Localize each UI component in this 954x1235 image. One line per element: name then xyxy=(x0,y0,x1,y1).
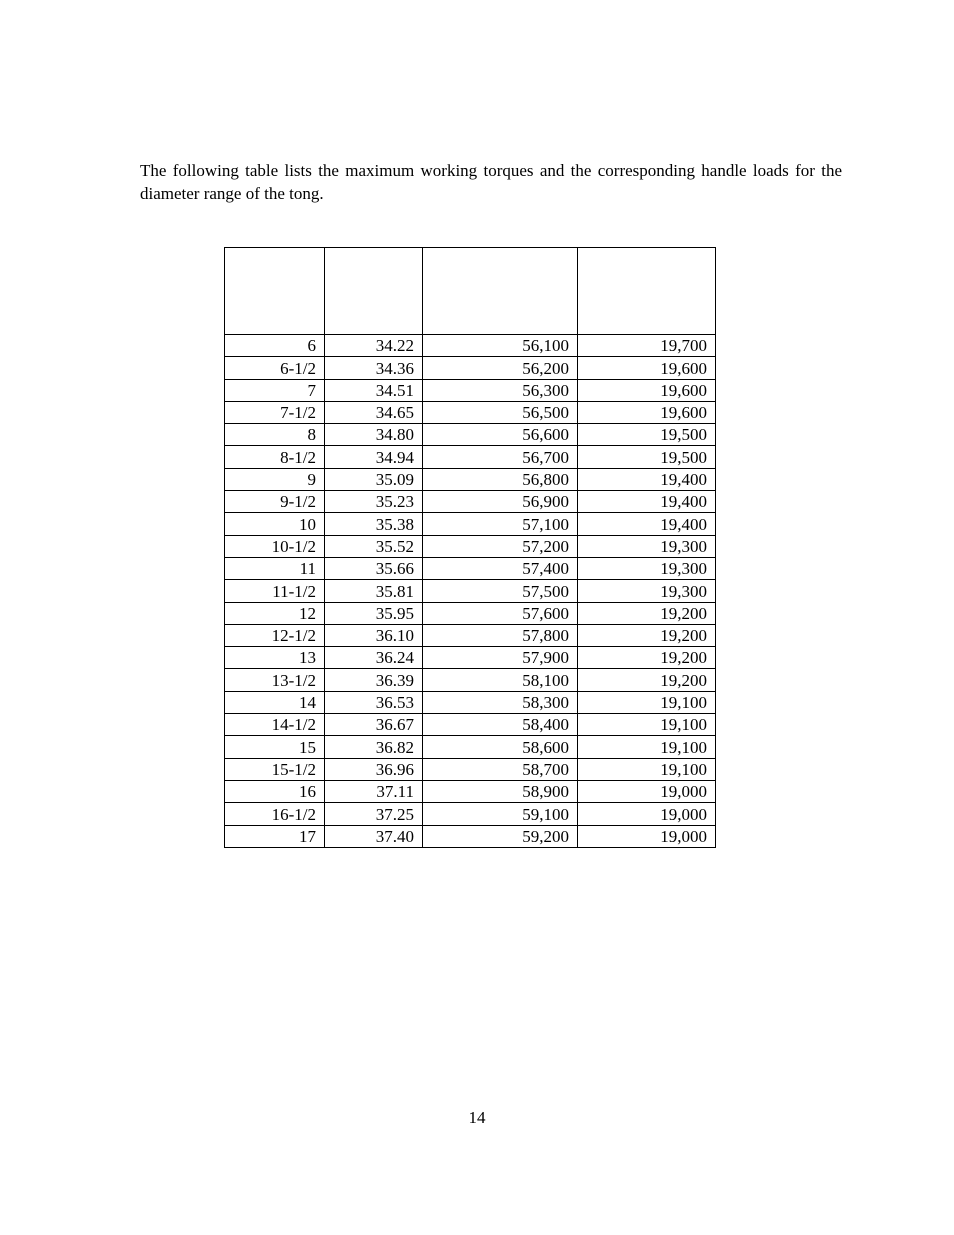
table-row xyxy=(225,446,716,468)
table-cell: 9 xyxy=(225,468,325,490)
table-row xyxy=(225,557,716,579)
table-cell: 19,100 xyxy=(578,691,716,713)
table-cell: 19,100 xyxy=(578,758,716,780)
table-cell: 56,300 xyxy=(423,379,578,401)
table-cell: 36.96 xyxy=(325,758,423,780)
table-cell: 19,500 xyxy=(578,446,716,468)
table-row xyxy=(225,669,716,691)
table-cell: 12 xyxy=(225,602,325,624)
table-row xyxy=(225,468,716,490)
table-cell: 19,200 xyxy=(578,624,716,646)
table-cell: 14-1/2 xyxy=(225,714,325,736)
table-cell: 9-1/2 xyxy=(225,491,325,513)
table-cell: 6-1/2 xyxy=(225,357,325,379)
table-cell: 34.65 xyxy=(325,401,423,423)
table-body xyxy=(225,335,716,848)
table-cell: 57,800 xyxy=(423,624,578,646)
table-row xyxy=(225,758,716,780)
table-row xyxy=(225,602,716,624)
table-cell: 19,100 xyxy=(578,714,716,736)
table-cell: 16-1/2 xyxy=(225,803,325,825)
table-cell: 36.24 xyxy=(325,647,423,669)
header-cell xyxy=(225,248,325,335)
table-cell: 35.81 xyxy=(325,580,423,602)
table-cell: 58,300 xyxy=(423,691,578,713)
page-number: 14 xyxy=(468,1108,486,1127)
torque-load-table xyxy=(224,247,716,848)
table-cell: 57,200 xyxy=(423,535,578,557)
table-cell: 58,700 xyxy=(423,758,578,780)
table-cell: 57,500 xyxy=(423,580,578,602)
intro-paragraph: The following table lists the maximum working torques and the corresponding handle loads for the diameter range of the tong. xyxy=(140,161,842,203)
table-cell: 11-1/2 xyxy=(225,580,325,602)
table-cell: 13 xyxy=(225,647,325,669)
table-cell: 7 xyxy=(225,379,325,401)
table-cell: 35.95 xyxy=(325,602,423,624)
table-row xyxy=(225,714,716,736)
table-cell: 34.94 xyxy=(325,446,423,468)
table-cell: 58,400 xyxy=(423,714,578,736)
table-cell: 8-1/2 xyxy=(225,446,325,468)
table-row xyxy=(225,379,716,401)
table-header-row xyxy=(225,248,716,335)
header-cell xyxy=(325,248,423,335)
table-row xyxy=(225,580,716,602)
table-cell: 19,300 xyxy=(578,557,716,579)
table-cell: 10-1/2 xyxy=(225,535,325,557)
table-cell: 19,400 xyxy=(578,468,716,490)
table-row xyxy=(225,647,716,669)
table-cell: 19,000 xyxy=(578,825,716,847)
table-row xyxy=(225,803,716,825)
table-cell: 19,000 xyxy=(578,780,716,802)
table-row xyxy=(225,401,716,423)
table-cell: 56,100 xyxy=(423,335,578,357)
table-cell: 34.51 xyxy=(325,379,423,401)
table-cell: 13-1/2 xyxy=(225,669,325,691)
table-row xyxy=(225,624,716,646)
header-cell xyxy=(423,248,578,335)
table-cell: 36.53 xyxy=(325,691,423,713)
table-cell: 19,300 xyxy=(578,580,716,602)
table-cell: 36.39 xyxy=(325,669,423,691)
table-cell: 15 xyxy=(225,736,325,758)
table-row xyxy=(225,335,716,357)
table-cell: 56,900 xyxy=(423,491,578,513)
table-cell: 56,700 xyxy=(423,446,578,468)
table-cell: 37.40 xyxy=(325,825,423,847)
table-cell: 19,600 xyxy=(578,401,716,423)
table-cell: 8 xyxy=(225,424,325,446)
table-cell: 19,100 xyxy=(578,736,716,758)
table-cell: 59,200 xyxy=(423,825,578,847)
table-cell: 10 xyxy=(225,513,325,535)
table-cell: 36.10 xyxy=(325,624,423,646)
table-cell: 58,600 xyxy=(423,736,578,758)
table-cell: 36.82 xyxy=(325,736,423,758)
table-cell: 19,400 xyxy=(578,513,716,535)
table-cell: 37.11 xyxy=(325,780,423,802)
table-cell: 14 xyxy=(225,691,325,713)
table-cell: 12-1/2 xyxy=(225,624,325,646)
table-cell: 35.38 xyxy=(325,513,423,535)
table-cell: 19,500 xyxy=(578,424,716,446)
table-row xyxy=(225,535,716,557)
table-cell: 57,900 xyxy=(423,647,578,669)
table-cell: 37.25 xyxy=(325,803,423,825)
table-cell: 19,200 xyxy=(578,669,716,691)
table-row xyxy=(225,691,716,713)
table-row xyxy=(225,825,716,847)
table-cell: 17 xyxy=(225,825,325,847)
table-cell: 57,400 xyxy=(423,557,578,579)
table-cell: 56,200 xyxy=(423,357,578,379)
table-row xyxy=(225,424,716,446)
table-cell: 6 xyxy=(225,335,325,357)
table-cell: 19,300 xyxy=(578,535,716,557)
table-cell: 59,100 xyxy=(423,803,578,825)
table-row xyxy=(225,357,716,379)
table-cell: 36.67 xyxy=(325,714,423,736)
table-cell: 35.66 xyxy=(325,557,423,579)
table-cell: 19,700 xyxy=(578,335,716,357)
table-cell: 56,500 xyxy=(423,401,578,423)
table-row xyxy=(225,780,716,802)
table-cell: 19,200 xyxy=(578,602,716,624)
table-cell: 7-1/2 xyxy=(225,401,325,423)
table-cell: 35.23 xyxy=(325,491,423,513)
table-cell: 35.52 xyxy=(325,535,423,557)
table-cell: 16 xyxy=(225,780,325,802)
header-cell xyxy=(578,248,716,335)
table-cell: 19,400 xyxy=(578,491,716,513)
table-cell: 19,600 xyxy=(578,357,716,379)
table-cell: 58,100 xyxy=(423,669,578,691)
table-cell: 56,600 xyxy=(423,424,578,446)
table-row xyxy=(225,513,716,535)
table-cell: 35.09 xyxy=(325,468,423,490)
table-cell: 57,600 xyxy=(423,602,578,624)
table-cell: 34.36 xyxy=(325,357,423,379)
table-cell: 34.22 xyxy=(325,335,423,357)
table-cell: 57,100 xyxy=(423,513,578,535)
table-cell: 19,200 xyxy=(578,647,716,669)
table-cell: 56,800 xyxy=(423,468,578,490)
table-cell: 19,000 xyxy=(578,803,716,825)
table-row xyxy=(225,491,716,513)
table-cell: 11 xyxy=(225,557,325,579)
table-cell: 15-1/2 xyxy=(225,758,325,780)
table-cell: 34.80 xyxy=(325,424,423,446)
table-cell: 58,900 xyxy=(423,780,578,802)
table-row xyxy=(225,736,716,758)
table-cell: 19,600 xyxy=(578,379,716,401)
